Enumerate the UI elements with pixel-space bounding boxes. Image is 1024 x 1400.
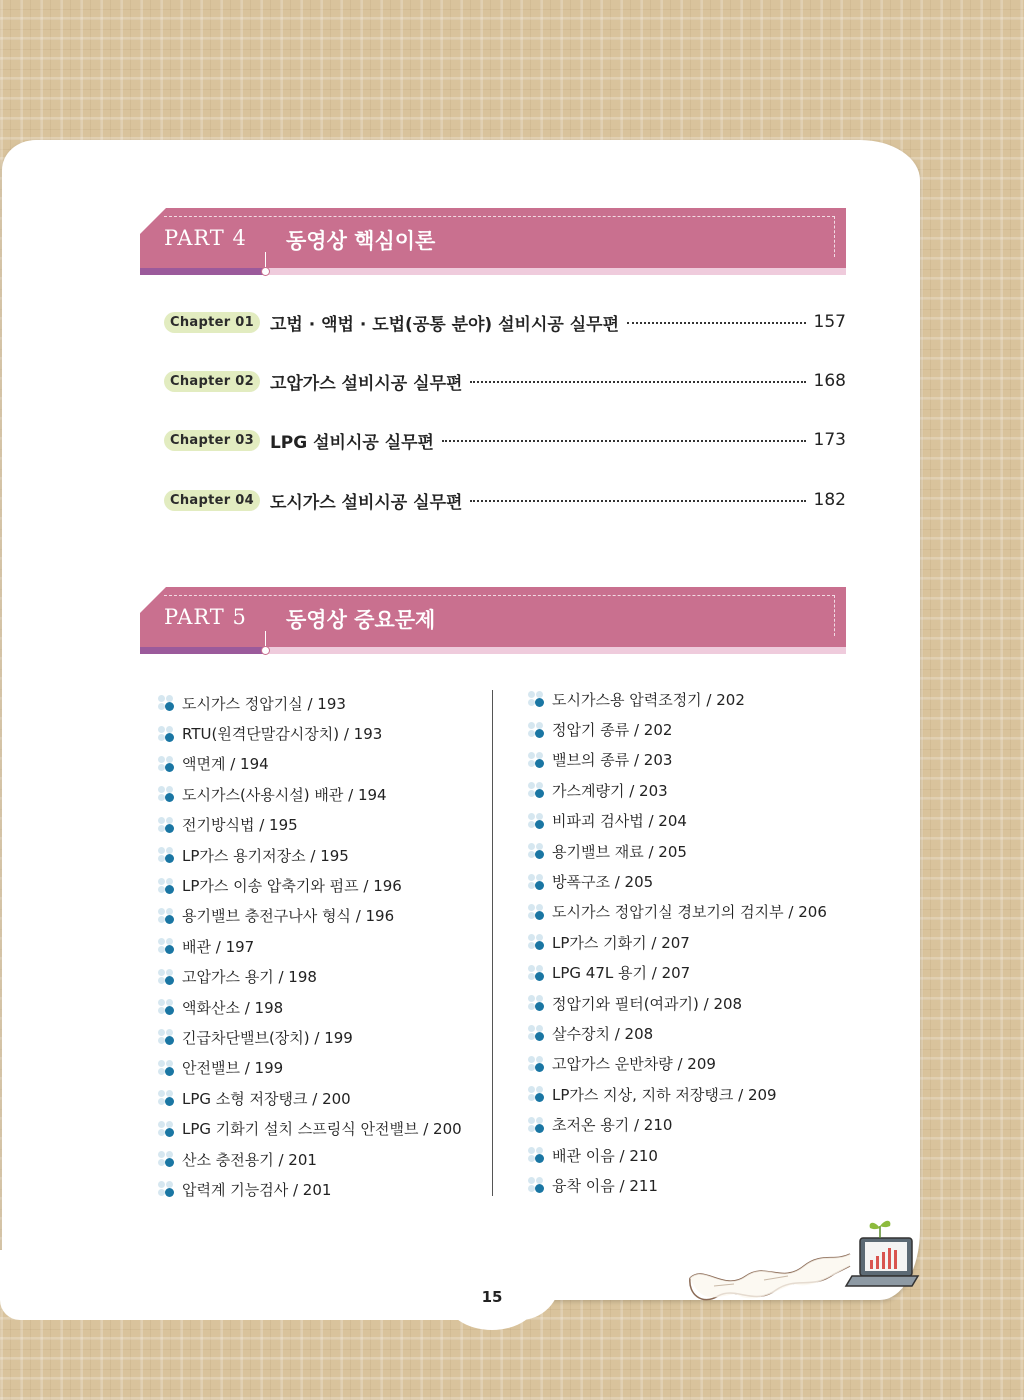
bullet-dots-icon bbox=[158, 817, 174, 833]
topic-item[interactable] bbox=[158, 1022, 462, 1052]
chapter-page: 173 bbox=[813, 430, 846, 450]
bullet-dots-icon bbox=[528, 1177, 544, 1193]
paper-ribbon-icon bbox=[690, 1254, 850, 1300]
topic-item[interactable] bbox=[528, 1018, 827, 1048]
topic-item[interactable] bbox=[528, 836, 827, 866]
topic-item[interactable] bbox=[528, 684, 827, 714]
bullet-dots-icon bbox=[158, 1181, 174, 1197]
topic-item[interactable] bbox=[528, 988, 827, 1018]
topic-label: 안전밸브 / 199 bbox=[182, 1059, 284, 1078]
topic-item[interactable] bbox=[158, 901, 462, 931]
topic-label: RTU(원격단말감시장치) / 193 bbox=[182, 725, 383, 744]
topic-label: 정압기와 필터(여과기) / 208 bbox=[552, 994, 743, 1013]
topic-item[interactable] bbox=[528, 927, 827, 957]
part5-label: PART 5 bbox=[164, 605, 247, 629]
topic-item[interactable] bbox=[158, 931, 462, 961]
leader-dots bbox=[442, 440, 806, 442]
topic-item[interactable] bbox=[158, 962, 462, 992]
part5-header bbox=[140, 587, 846, 655]
topic-label: 압력계 기능검사 / 201 bbox=[182, 1180, 332, 1199]
chapter-page: 157 bbox=[813, 312, 846, 332]
topic-label: 용기밸브 충전구나사 형식 / 196 bbox=[182, 907, 395, 926]
topic-item[interactable] bbox=[528, 806, 827, 836]
bullet-dots-icon bbox=[158, 969, 174, 985]
chapter-page: 168 bbox=[813, 371, 846, 391]
chapter-row[interactable] bbox=[164, 425, 846, 455]
bullet-dots-icon bbox=[528, 934, 544, 950]
topic-item[interactable] bbox=[528, 745, 827, 775]
topic-label: 살수장치 / 208 bbox=[552, 1024, 654, 1043]
topic-item[interactable] bbox=[528, 958, 827, 988]
sprout-icon bbox=[870, 1221, 891, 1238]
chapter-badge: Chapter 03 bbox=[164, 430, 260, 451]
laptop-chart-icon bbox=[684, 1214, 920, 1318]
topic-label: LPG 소형 저장탱크 / 200 bbox=[182, 1089, 351, 1108]
topic-label: 도시가스 정압기실 경보기의 검지부 / 206 bbox=[552, 903, 827, 922]
topic-label: 도시가스 정압기실 / 193 bbox=[182, 694, 346, 713]
topic-label: 배관 이음 / 210 bbox=[552, 1146, 658, 1165]
bullet-dots-icon bbox=[528, 722, 544, 738]
bullet-dots-icon bbox=[158, 1060, 174, 1076]
bullet-dots-icon bbox=[528, 965, 544, 981]
topic-item[interactable] bbox=[158, 1083, 462, 1113]
bullet-dots-icon bbox=[158, 999, 174, 1015]
leader-dots bbox=[470, 500, 805, 502]
chapter-row[interactable] bbox=[164, 485, 846, 515]
bullet-dots-icon bbox=[158, 1121, 174, 1137]
topic-label: 고압가스 용기 / 198 bbox=[182, 968, 317, 987]
topic-item[interactable] bbox=[158, 870, 462, 900]
page-number: 15 bbox=[481, 1288, 503, 1306]
topic-item[interactable] bbox=[528, 1109, 827, 1139]
topic-label: 액면계 / 194 bbox=[182, 755, 269, 774]
bullet-dots-icon bbox=[528, 691, 544, 707]
topic-label: 도시가스용 압력조정기 / 202 bbox=[552, 690, 745, 709]
topic-label: LP가스 이송 압축기와 펌프 / 196 bbox=[182, 877, 402, 896]
chapter-row[interactable] bbox=[164, 307, 846, 337]
topic-item[interactable] bbox=[528, 1170, 827, 1200]
part4-dot bbox=[261, 267, 270, 276]
bullet-dots-icon bbox=[528, 995, 544, 1011]
bullet-dots-icon bbox=[158, 878, 174, 894]
topic-label: LP가스 지상, 지하 저장탱크 / 209 bbox=[552, 1085, 777, 1104]
topic-item[interactable] bbox=[158, 779, 462, 809]
leader-dots bbox=[627, 322, 806, 324]
topic-label: LP가스 기화기 / 207 bbox=[552, 933, 690, 952]
bullet-dots-icon bbox=[528, 813, 544, 829]
topic-label: 고압가스 운반차량 / 209 bbox=[552, 1055, 716, 1074]
topic-item[interactable] bbox=[528, 714, 827, 744]
bullet-dots-icon bbox=[528, 752, 544, 768]
topic-list-right bbox=[528, 684, 827, 1201]
bullet-dots-icon bbox=[158, 756, 174, 772]
bullet-dots-icon bbox=[158, 695, 174, 711]
part4-label: PART 4 bbox=[164, 226, 247, 250]
bullet-dots-icon bbox=[528, 1086, 544, 1102]
part4-header bbox=[140, 208, 846, 276]
topic-label: 액화산소 / 198 bbox=[182, 998, 284, 1017]
topic-label: 밸브의 종류 / 203 bbox=[552, 751, 673, 770]
chapter-title: 도시가스 설비시공 실무편 bbox=[269, 492, 463, 513]
bullet-dots-icon bbox=[158, 1151, 174, 1167]
topic-list-left bbox=[158, 688, 462, 1205]
chapter-title: 고법 · 액법 · 도법(공통 분야) 설비시공 실무편 bbox=[269, 314, 619, 335]
topic-label: 방폭구조 / 205 bbox=[552, 873, 654, 892]
part4-title: 동영상 핵심이론 bbox=[286, 229, 436, 253]
part5-dot bbox=[261, 646, 270, 655]
topic-item[interactable] bbox=[528, 1049, 827, 1079]
leader-dots bbox=[470, 381, 805, 383]
topic-item[interactable] bbox=[158, 718, 462, 748]
topic-label: 용기밸브 재료 / 205 bbox=[552, 842, 687, 861]
topic-item[interactable] bbox=[528, 1079, 827, 1109]
bullet-dots-icon bbox=[158, 1090, 174, 1106]
topic-item[interactable] bbox=[528, 866, 827, 896]
bullet-dots-icon bbox=[158, 908, 174, 924]
bullet-dots-icon bbox=[528, 874, 544, 890]
bullet-dots-icon bbox=[158, 847, 174, 863]
topic-item[interactable] bbox=[158, 840, 462, 870]
topic-label: LPG 기화기 설치 스프링식 안전밸브 / 200 bbox=[182, 1120, 462, 1139]
topic-item[interactable] bbox=[158, 810, 462, 840]
topic-item[interactable] bbox=[158, 749, 462, 779]
topic-item[interactable] bbox=[158, 1053, 462, 1083]
bullet-dots-icon bbox=[528, 1025, 544, 1041]
topic-item[interactable] bbox=[158, 1113, 462, 1143]
column-divider bbox=[492, 690, 493, 1196]
chapter-title: 고압가스 설비시공 실무편 bbox=[269, 373, 463, 394]
bullet-dots-icon bbox=[158, 786, 174, 802]
bullet-dots-icon bbox=[528, 843, 544, 859]
topic-item[interactable] bbox=[158, 992, 462, 1022]
bullet-dots-icon bbox=[158, 938, 174, 954]
topic-label: 긴급차단밸브(장치) / 199 bbox=[182, 1028, 353, 1047]
topic-item[interactable] bbox=[158, 1144, 462, 1174]
topic-label: LP가스 용기저장소 / 195 bbox=[182, 846, 349, 865]
topic-label: 가스계량기 / 203 bbox=[552, 781, 668, 800]
topic-label: 비파괴 검사법 / 204 bbox=[552, 812, 687, 831]
chapter-badge: Chapter 04 bbox=[164, 490, 260, 511]
chapter-badge: Chapter 01 bbox=[164, 312, 260, 333]
topic-label: 산소 충전용기 / 201 bbox=[182, 1150, 317, 1169]
topic-item[interactable] bbox=[528, 1140, 827, 1170]
chapter-title: LPG 설비시공 실무편 bbox=[269, 432, 434, 453]
bullet-dots-icon bbox=[158, 726, 174, 742]
topic-label: 도시가스(사용시설) 배관 / 194 bbox=[182, 785, 387, 804]
topic-label: 전기방식법 / 195 bbox=[182, 816, 298, 835]
topic-item[interactable] bbox=[158, 1174, 462, 1204]
topic-label: 정압기 종류 / 202 bbox=[552, 721, 673, 740]
bullet-dots-icon bbox=[528, 904, 544, 920]
bullet-dots-icon bbox=[528, 1147, 544, 1163]
bullet-dots-icon bbox=[528, 782, 544, 798]
bullet-dots-icon bbox=[158, 1029, 174, 1045]
topic-item[interactable] bbox=[528, 775, 827, 805]
topic-label: 초저온 용기 / 210 bbox=[552, 1116, 673, 1135]
bullet-dots-icon bbox=[528, 1117, 544, 1133]
topic-item[interactable] bbox=[528, 897, 827, 927]
part5-title: 동영상 중요문제 bbox=[286, 608, 436, 632]
chapter-badge: Chapter 02 bbox=[164, 371, 260, 392]
topic-item[interactable] bbox=[158, 688, 462, 718]
bullet-dots-icon bbox=[528, 1056, 544, 1072]
chapter-page: 182 bbox=[813, 490, 846, 510]
chapter-row[interactable] bbox=[164, 366, 846, 396]
topic-label: 융착 이음 / 211 bbox=[552, 1176, 658, 1195]
topic-label: LPG 47L 용기 / 207 bbox=[552, 964, 691, 983]
topic-label: 배관 / 197 bbox=[182, 937, 255, 956]
